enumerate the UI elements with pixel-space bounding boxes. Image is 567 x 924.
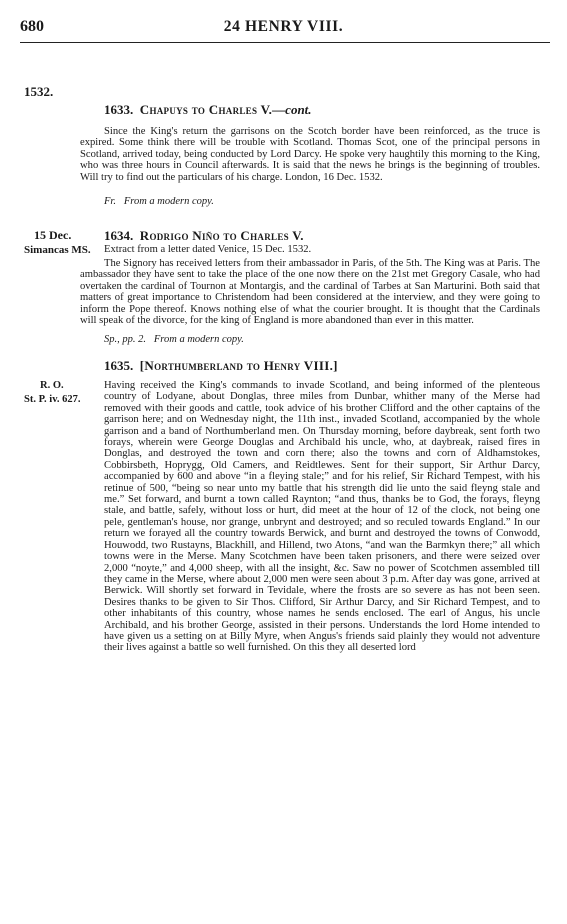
entry-paragraph: The Signory has received letters from their ambassador in Paris, of the 5th. The King was at Paris. The ambassador they have sent to take the place of the one now there on the 21st met Gregory Casale, who had overtaken the cardinal of Tournon at Montargis, and the cardinal of Tarbes at San Marturini. Both said that matters of great importance to Christendom had been considered at the interview, and they were going to inform the Pope thereof. Knows nothing else of what the courier brought. It is thought that the Cardinals will speak of the divorce, for the king of England is more abandoned than ever in this matter. xyxy=(80,258,540,327)
entry-number: 1634. xyxy=(104,228,134,243)
header-rule xyxy=(20,42,550,43)
margin-reference-state-papers: St. P. iv. 627. xyxy=(24,394,81,405)
entry-paragraph-main: Having received the King's commands to invade Scotland, and being informed of the plenteous country of Lodyane, about Donglas, three miles from Dunbar, whither many of the Merse had removed with their goods and cattle, took advice of his brother Clifford and the other captains of the garrison here; and on Wednesday night, the 11th inst., invaded Scotland, accompanied by the whole garrison and a band of Northumberland men. On Thursday morning, before daybreak, sent forth two forays, wherein were George Douglas and Archibald his uncle, who, at daybreak, raised fires in Donglas, and destroyed the town and corn there; also the towns and corn of Aldhamstokes, Cobbirsbeth, Hoprygg, Old Camers, and Reidtlewes. Sent for their support, Sir Arthur Darcy, accompanied by 600 and above “in a fleying stale;” and for his relief, Sir Richard Tempest, with his retinue of 500, “being so near unto my battle that his strength did lie unto the said fleyng stale and me.” Set forward, and burnt a town called Raynton; “and thus, thanks be to God, the forays, fleyng stale, and battle, safely, without loss or hurt, did meet at the hour of 12 of the clock, not being one pele, gentleman's house, nor grange, unbrynt and destroyed; and so reculed towards England.” In our return we forayed all the country towards Berwick, and burnt and destroyed the towns of Conwodd, Houwodd, two Rustayns, Blackhill, and Hillend, two Atons, “and wan the Barmkyn there;” all which towns were in the Merse. Many Scotchmen have been taken prisoners, and there were seized over 2,000 “noyte,” and 4,000 sheep, with all the insight, &c. Saw no power of Scotchmen assembled till they came in the Merse, where about 2,000 men were seen about 3 p.m. After day was gone, arrived at Berwick. Will shortly set forward in Tevidale, where the frosts are so severe as has not been seen. Desires thanks to be given to Sir Thos. Clifford, Sir Arthur Darcy, and Sir Richard Tempest, and to other inhabitants of this country, whose names he sends enclosed. The earl of Angus, his uncle Archibald, and his brother George, assisted in their persons. Understands the lord Home intended to have given us a setting on at Billy Myre, when Angus's friends said plainly they would not adventure their lives against a battle so well furnished. On this they all deserted lord xyxy=(104,380,540,654)
entry-number: 1633. xyxy=(104,102,134,117)
source-language: Sp., pp. 2. xyxy=(104,334,146,345)
entry-heading-1633 xyxy=(104,102,312,118)
page-number: 680 xyxy=(20,18,44,35)
extract-line: Extract from a letter dated Venice, 15 Dec. 1532. xyxy=(104,244,312,255)
entry-heading-1635 xyxy=(104,358,338,374)
margin-reference-ro: R. O. xyxy=(40,380,64,391)
entry-continuation: —cont. xyxy=(272,102,312,117)
source-language: Fr. xyxy=(104,196,116,207)
entry-title: [Northumberland to Henry VIII.] xyxy=(139,358,338,373)
entry-source xyxy=(104,196,214,207)
margin-reference: Simancas MS. xyxy=(24,244,91,256)
entry-source xyxy=(104,334,244,345)
page-header xyxy=(0,8,567,38)
entry-number: 1635. xyxy=(104,358,134,373)
entry-title: Chapuys to Charles V. xyxy=(139,102,273,117)
margin-date: 15 Dec. xyxy=(34,228,72,242)
year-margin: 1532. xyxy=(24,84,54,99)
entry-title: Rodrigo Niño to Charles V. xyxy=(139,228,304,243)
entry-heading-1634 xyxy=(104,228,304,244)
running-head: 24 HENRY VIII. xyxy=(223,18,344,35)
source-note: From a modern copy. xyxy=(123,196,214,207)
entry-paragraph: Since the King's return the garrisons on the Scotch border have been reinforced, as the truce is expired. Some think there will be trouble with Scotland. Thomas Scot, one of the principal persons in Scotland, arrived today, being conducted by Lord Darcy. He spoke very haughtily this morning to the King, who was three hours in Council afterwards. It is said that the news he brings is the beginning of troubles. Will try to find out the particulars of his charge. London, 16 Dec. 1532. xyxy=(80,126,540,183)
source-note: From a modern copy. xyxy=(153,334,244,345)
